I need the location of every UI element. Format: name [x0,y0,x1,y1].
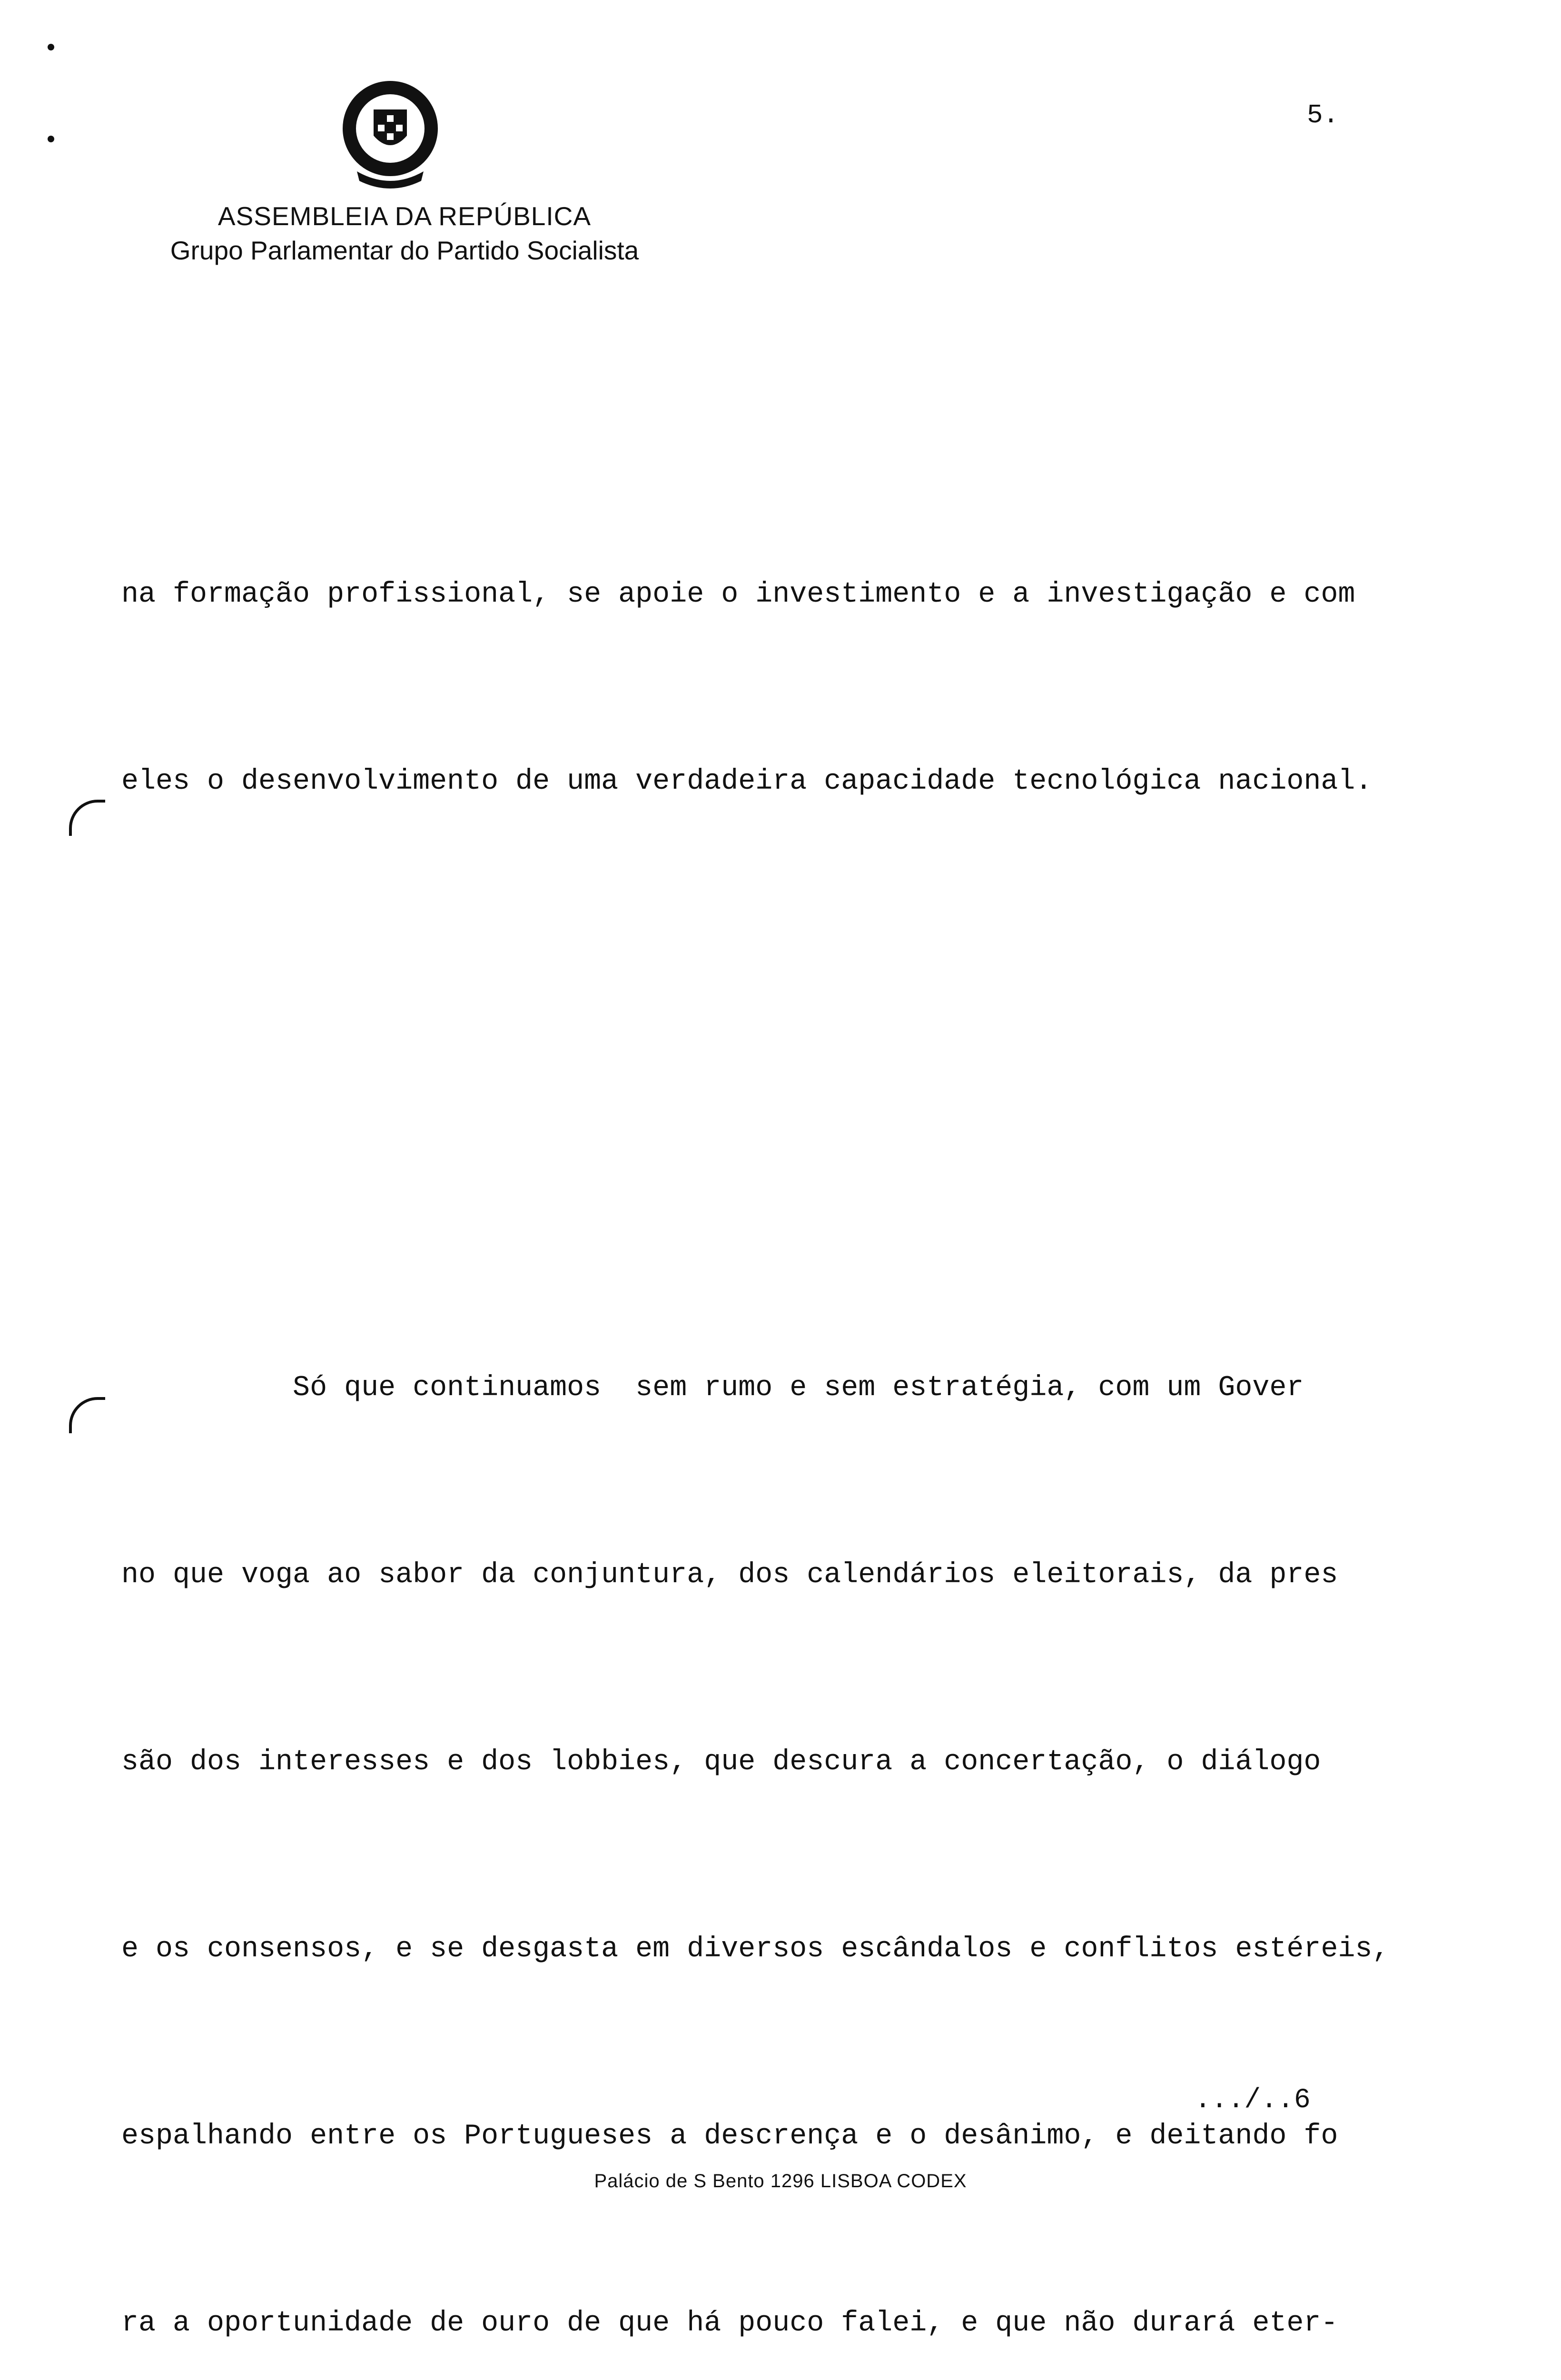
text-line: eles o desenvolvimento de uma verdadeira capacidade tecnológica nacional. [121,765,1373,798]
text-line: ra a oportunidade de ouro de que há pouco falei, e que não durará eter- [121,2307,1338,2340]
scan-speck [48,136,54,142]
letterhead-institution: ASSEMBLEIA DA REPÚBLICA [217,201,592,231]
text-line: e os consensos, e se desgasta em diversos escândalos e conflitos estéreis, [121,1933,1390,1965]
letterhead [95,199,714,268]
text-line: Só que continuamos sem rumo e sem estratégia, com um Gover [121,1372,1304,1404]
page-number: 5. [1307,100,1339,130]
paragraph-2 [121,1232,1502,2380]
coat-of-arms-icon [328,71,452,195]
margin-bracket-mark [69,800,105,836]
scan-speck [48,44,54,50]
letterhead-group: Grupo Parlamentar do Partido Socialista [170,236,639,265]
margin-bracket-mark [69,1397,105,1433]
text-line: espalhando entre os Portugueses a descrença e o desânimo, e deitando fo [121,2120,1338,2152]
paragraph-1 [121,439,1502,938]
continuation-marker: .../..6 [1195,2085,1311,2116]
text-line: no que voga ao sabor da conjuntura, dos calendários eleitorais, da pres [121,1559,1338,1591]
text-line: são dos interesses e dos lobbies, que descura a concertação, o diálogo [121,1746,1321,1778]
footer-address: Palácio de S Bento 1296 LISBOA CODEX [594,2171,967,2192]
text-line: na formação profissional, se apoie o investimento e a investigação e com [121,578,1355,611]
body-text [121,314,1502,2380]
